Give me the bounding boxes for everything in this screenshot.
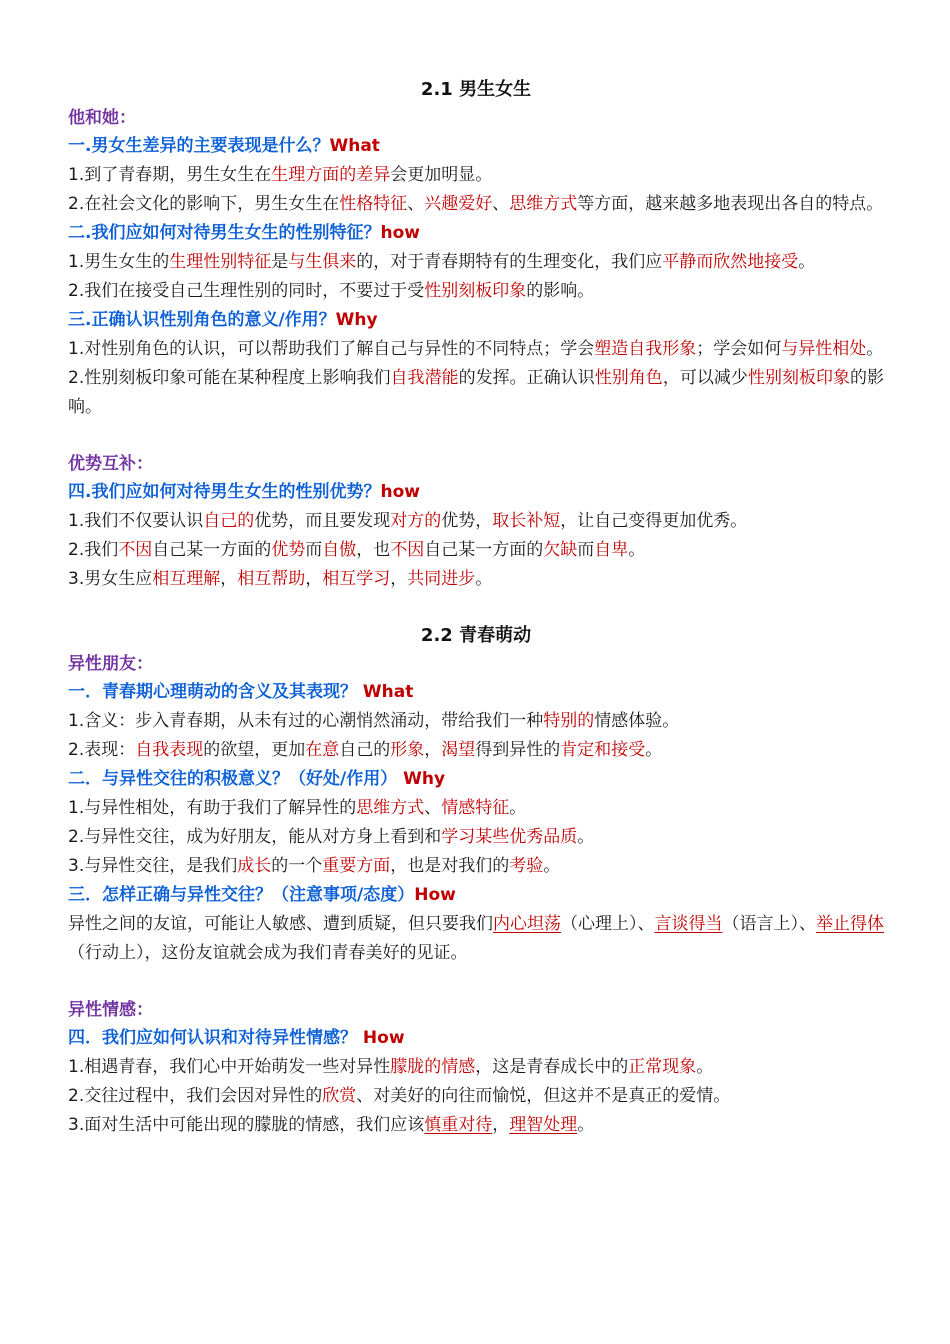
paragraph xyxy=(68,335,884,364)
key-phrase: 朦胧的情感 xyxy=(390,1057,476,1077)
key-phrase: 兴趣爱好 xyxy=(424,194,493,214)
paragraph xyxy=(68,248,884,277)
text-run: 自己某一方面的 xyxy=(152,540,272,560)
text-run: 1.含义：步入青春期，从未有过的心潮悄然涌动，带给我们一种 xyxy=(68,711,544,731)
key-phrase: 性别刻板印象 xyxy=(747,368,851,388)
text-run: 的影响。 xyxy=(526,281,595,301)
key-phrase: 自我潜能 xyxy=(390,368,459,388)
key-phrase: 取长补短 xyxy=(492,511,561,531)
text-run: 3.面对生活中可能出现的朦胧的情感，我们应该 xyxy=(68,1115,425,1135)
paragraph xyxy=(68,707,884,736)
text-run: 会更加明显。 xyxy=(390,165,493,185)
key-phrase: 理智处理 xyxy=(509,1115,578,1135)
question-text: 二.我们应如何对待男生女生的性别特征？ xyxy=(68,223,381,243)
text-run: 、 xyxy=(492,194,510,214)
text-run: 、对美好的向往而愉悦，但这并不是真正的爱情。 xyxy=(356,1086,731,1106)
key-phrase: 正常现象 xyxy=(628,1057,697,1077)
text-run: 1.与异性相处，有助于我们了解异性的 xyxy=(68,798,357,818)
text-run: 2.我们 xyxy=(68,540,119,560)
paragraph xyxy=(68,1053,884,1082)
key-phrase: 对方的 xyxy=(390,511,442,531)
key-phrase: 性别刻板印象 xyxy=(424,281,527,301)
text-run: 、 xyxy=(424,798,442,818)
text-run: 的一个 xyxy=(271,856,323,876)
paragraph xyxy=(68,190,884,219)
paragraph xyxy=(68,507,884,536)
key-phrase: 情感特征 xyxy=(441,798,510,818)
key-phrase: 自卑 xyxy=(594,540,629,560)
section-title: 2.1 男生女生 xyxy=(420,79,532,100)
text-run: 情感体验。 xyxy=(594,711,680,731)
key-phrase: 形象 xyxy=(390,740,425,760)
text-run: ， xyxy=(424,740,442,760)
key-phrase: 相互学习 xyxy=(322,569,391,589)
key-phrase: 在意 xyxy=(305,740,340,760)
text-run: 优势， xyxy=(441,511,493,531)
key-phrase: 考验 xyxy=(509,856,544,876)
key-phrase: 塑造自我形象 xyxy=(594,339,697,359)
text-run: 。 xyxy=(475,569,493,589)
question-tag: What xyxy=(329,136,380,156)
key-phrase: 不因 xyxy=(118,540,153,560)
key-phrase: 欣赏 xyxy=(322,1086,357,1106)
text-run: ，让自己变得更加优秀。 xyxy=(560,511,748,531)
key-phrase: 相互理解 xyxy=(152,569,221,589)
text-run: 1.男生女生的 xyxy=(68,252,170,272)
key-phrase: 自己的 xyxy=(203,511,255,531)
text-run: 而 xyxy=(577,540,595,560)
text-run: ， xyxy=(220,569,238,589)
text-run: （语言上）、 xyxy=(722,914,816,934)
key-phrase: 特别的 xyxy=(543,711,595,731)
text-run: （心理上）、 xyxy=(561,914,655,934)
text-run: 而 xyxy=(305,540,323,560)
question-heading xyxy=(68,765,884,794)
key-phrase: 学习某些优秀品质 xyxy=(441,827,578,847)
key-phrase: 生理性别特征 xyxy=(169,252,272,272)
key-phrase: 与异性相处 xyxy=(781,339,867,359)
text-run: 异性之间的友谊，可能让人敏感、遭到质疑，但只要我们 xyxy=(68,914,493,934)
document-body xyxy=(68,76,884,1140)
text-run: 的欲望，更加 xyxy=(203,740,306,760)
key-phrase: 自傲 xyxy=(322,540,357,560)
paragraph xyxy=(68,1082,884,1111)
text-run: 1.我们不仅要认识 xyxy=(68,511,204,531)
text-run: 2.性别刻板印象可能在某种程度上影响我们 xyxy=(68,368,391,388)
text-run: 。 xyxy=(577,827,595,847)
text-run: 。 xyxy=(798,252,816,272)
text-run: 。 xyxy=(577,1115,595,1135)
question-tag: Why xyxy=(403,769,446,789)
text-run: ，可以减少 xyxy=(662,368,748,388)
question-text: 一.男女生差异的主要表现是什么？ xyxy=(68,136,330,156)
question-text: 四.我们应如何对待男生女生的性别优势？ xyxy=(68,482,381,502)
paragraph xyxy=(68,852,884,881)
paragraph xyxy=(68,536,884,565)
question-tag: how xyxy=(380,223,420,243)
question-tag: Why xyxy=(335,310,378,330)
paragraph xyxy=(68,1111,884,1140)
key-phrase: 肯定和接受 xyxy=(560,740,646,760)
question-heading xyxy=(68,132,884,161)
text-run: 是 xyxy=(271,252,289,272)
text-run: ， xyxy=(390,569,408,589)
question-heading xyxy=(68,881,884,910)
key-phrase: 平静而欣然地接受 xyxy=(662,252,799,272)
question-text: 三．怎样正确与异性交往？（注意事项/态度） xyxy=(68,885,415,905)
text-run: 3.男女生应 xyxy=(68,569,153,589)
question-heading xyxy=(68,1024,884,1053)
paragraph xyxy=(68,794,884,823)
text-run: 自己的 xyxy=(339,740,391,760)
topic-heading: 异性情感： xyxy=(68,1000,153,1020)
key-phrase: 举止得体 xyxy=(816,914,884,934)
text-run: ；学会如何 xyxy=(696,339,782,359)
text-run: ，也是对我们的 xyxy=(390,856,510,876)
question-tag: How xyxy=(362,1028,405,1048)
question-text: 二．与异性交往的积极意义？（好处/作用） xyxy=(68,769,404,789)
question-tag: how xyxy=(380,482,420,502)
spacer xyxy=(68,968,884,996)
text-run: 的发挥。正确认识 xyxy=(458,368,595,388)
question-tag: How xyxy=(414,885,456,905)
key-phrase: 性别角色 xyxy=(594,368,663,388)
text-run: 3.与异性交往，是我们 xyxy=(68,856,238,876)
text-run: 。 xyxy=(543,856,561,876)
key-phrase: 成长 xyxy=(237,856,272,876)
text-run: 的，对于青春期特有的生理变化，我们应 xyxy=(356,252,663,272)
text-run: 。 xyxy=(866,339,884,359)
text-run: ，这是青春成长中的 xyxy=(475,1057,629,1077)
question-text: 一．青春期心理萌动的含义及其表现？ xyxy=(68,682,363,702)
text-run: ， xyxy=(305,569,323,589)
key-phrase: 内心坦荡 xyxy=(493,914,561,934)
text-run: 得到异性的 xyxy=(475,740,561,760)
text-run: 2.交往过程中，我们会因对异性的 xyxy=(68,1086,323,1106)
key-phrase: 思维方式 xyxy=(356,798,425,818)
text-run: 。 xyxy=(696,1057,714,1077)
topic-heading: 异性朋友： xyxy=(68,654,153,674)
text-run: 。 xyxy=(645,740,663,760)
question-text: 三.正确认识性别角色的意义/作用？ xyxy=(68,310,336,330)
key-phrase: 慎重对待 xyxy=(424,1115,493,1135)
question-heading xyxy=(68,219,884,248)
text-run: 2.与异性交往，成为好朋友，能从对方身上看到和 xyxy=(68,827,442,847)
text-run: 自己某一方面的 xyxy=(424,540,544,560)
key-phrase: 思维方式 xyxy=(509,194,578,214)
question-tag: What xyxy=(362,682,414,702)
paragraph xyxy=(68,161,884,190)
question-heading xyxy=(68,306,884,335)
paragraph xyxy=(68,736,884,765)
key-phrase: 不因 xyxy=(390,540,425,560)
paragraph xyxy=(68,910,884,968)
paragraph xyxy=(68,364,884,422)
question-heading xyxy=(68,478,884,507)
topic-heading: 他和她： xyxy=(68,108,136,128)
question-heading xyxy=(68,678,884,707)
text-run: 2.表现： xyxy=(68,740,136,760)
key-phrase: 优势 xyxy=(271,540,306,560)
paragraph xyxy=(68,565,884,594)
spacer xyxy=(68,422,884,450)
text-run: ， xyxy=(492,1115,510,1135)
paragraph xyxy=(68,823,884,852)
text-run: 。 xyxy=(509,798,527,818)
text-run: ，也 xyxy=(356,540,391,560)
text-run: 、 xyxy=(407,194,425,214)
text-run: 等方面，越来越多地表现出各自的特点。 xyxy=(577,194,884,214)
key-phrase: 生理方面的差异 xyxy=(271,165,391,185)
paragraph xyxy=(68,277,884,306)
key-phrase: 自我表现 xyxy=(135,740,204,760)
topic-heading: 优势互补： xyxy=(68,454,153,474)
section-title: 2.2 青春萌动 xyxy=(420,625,532,646)
text-run: 2.在社会文化的影响下，男生女生在 xyxy=(68,194,340,214)
text-run: 1.相遇青春，我们心中开始萌发一些对异性 xyxy=(68,1057,391,1077)
text-run: 1.到了青春期，男生女生在 xyxy=(68,165,272,185)
key-phrase: 性格特征 xyxy=(339,194,408,214)
key-phrase: 共同进步 xyxy=(407,569,476,589)
key-phrase: 欠缺 xyxy=(543,540,578,560)
question-text: 四．我们应如何认识和对待异性情感？ xyxy=(68,1028,363,1048)
text-run: 优势，而且要发现 xyxy=(254,511,391,531)
key-phrase: 与生俱来 xyxy=(288,252,357,272)
text-run: 1.对性别角色的认识，可以帮助我们了解自己与异性的不同特点；学会 xyxy=(68,339,595,359)
text-run: 的影响。 xyxy=(68,368,885,417)
text-run: 2.我们在接受自己生理性别的同时，不要过于受 xyxy=(68,281,425,301)
key-phrase: 言谈得当 xyxy=(654,914,723,934)
key-phrase: 渴望 xyxy=(441,740,476,760)
key-phrase: 相互帮助 xyxy=(237,569,306,589)
key-phrase: 重要方面 xyxy=(322,856,391,876)
spacer xyxy=(68,594,884,622)
text-run: 。 xyxy=(628,540,646,560)
text-run: （行动上），这份友谊就会成为我们青春美好的见证。 xyxy=(68,943,468,963)
